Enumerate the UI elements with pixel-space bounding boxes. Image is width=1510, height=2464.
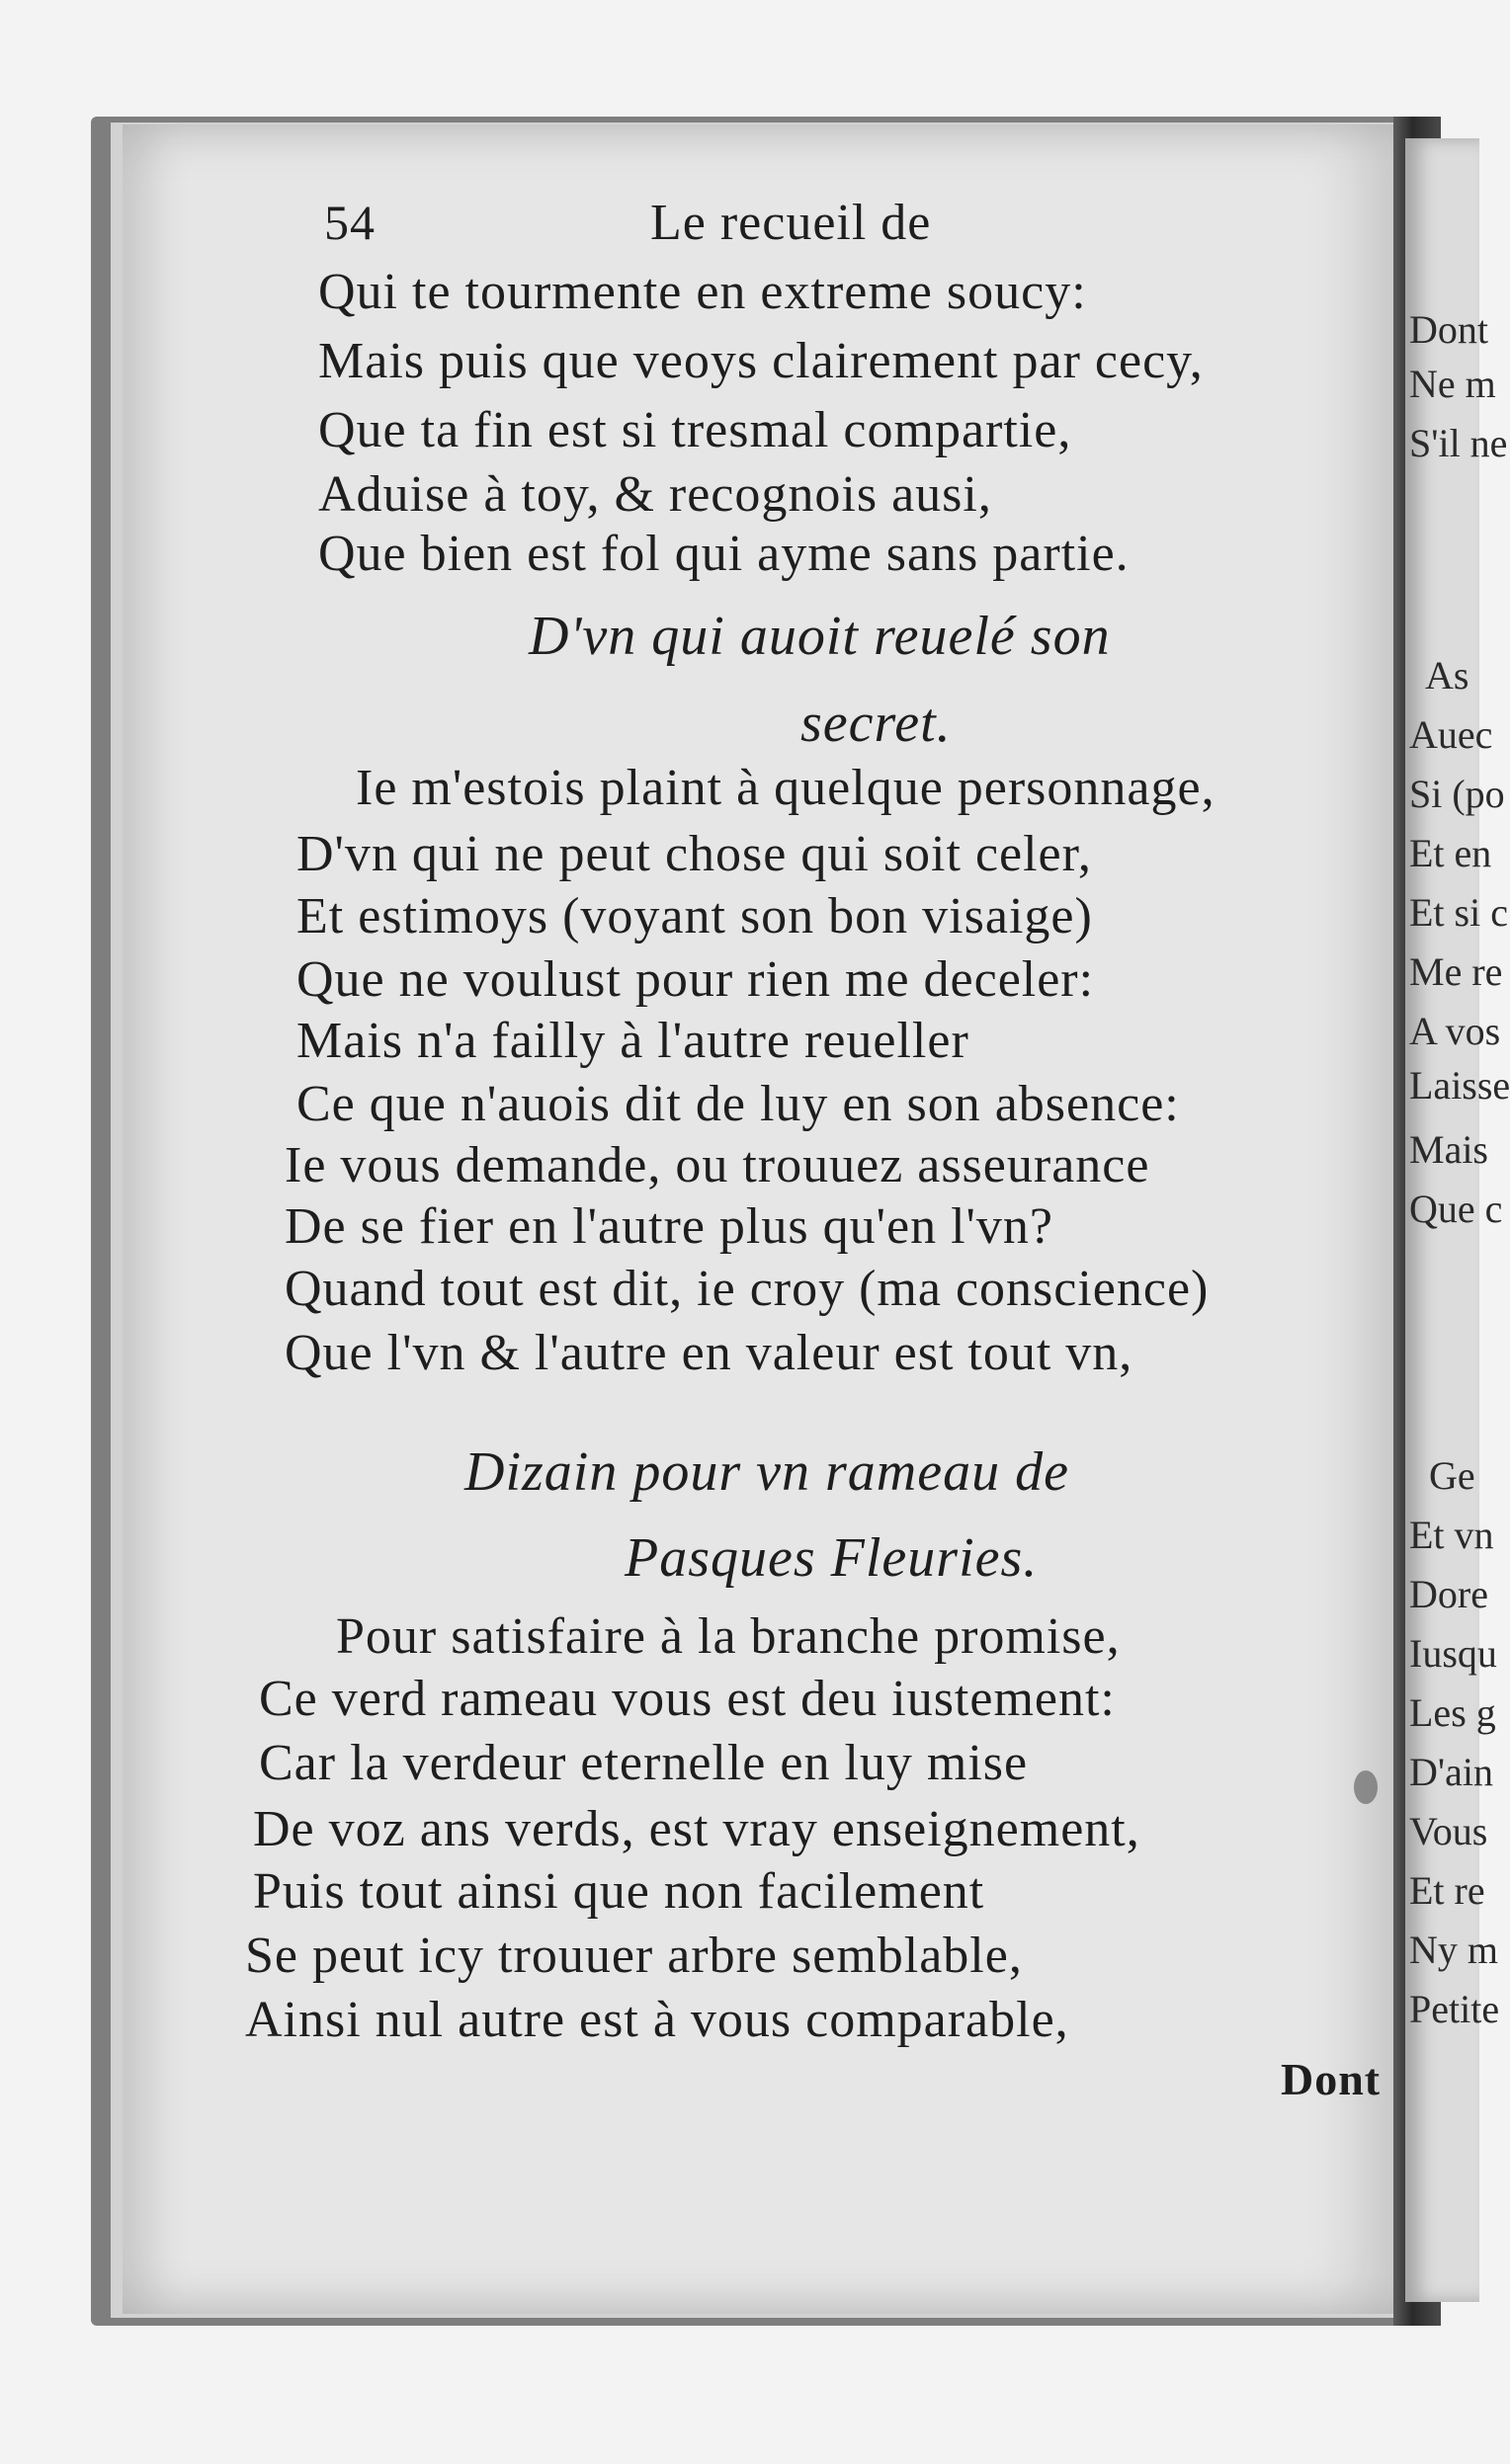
facing-page-fragment: D'ain: [1409, 1750, 1493, 1794]
facing-page-fragment: As: [1425, 653, 1469, 698]
verse-line: Quand tout est dit, ie croy (ma conscience): [285, 1261, 1210, 1317]
verse-line: De se fier en l'autre plus qu'en l'vn?: [285, 1198, 1053, 1255]
facing-page-fragment: Que c: [1409, 1187, 1503, 1231]
verse-line: Que l'vn & l'autre en valeur est tout vn,: [285, 1325, 1133, 1381]
facing-page-fragment: Et si c: [1409, 890, 1508, 935]
verse-line: Qui te tourmente en extreme soucy:: [318, 264, 1087, 320]
poem-title: Pasques Fleuries.: [625, 1527, 1039, 1589]
verse-line: Et estimoys (voyant son bon visaige): [296, 888, 1093, 945]
verse-line: D'vn qui ne peut chose qui soit celer,: [296, 826, 1092, 882]
verse-line: Car la verdeur eternelle en luy mise: [259, 1735, 1029, 1791]
facing-page-fragment: Et vn: [1409, 1513, 1494, 1557]
facing-page-fragment: Laisse: [1409, 1063, 1510, 1108]
page-number: 54: [324, 195, 376, 250]
facing-page-fragment: Me re: [1409, 949, 1503, 994]
facing-page-fragment: Vous: [1409, 1809, 1488, 1853]
verse-line: Que bien est fol qui ayme sans partie.: [318, 526, 1130, 582]
facing-page-fragment: Dont: [1409, 307, 1488, 352]
facing-page-fragment: Petite: [1409, 1987, 1500, 2031]
facing-page-fragment: S'il ne: [1409, 421, 1508, 465]
poem-title: secret.: [800, 693, 952, 754]
catchword: Dont: [1281, 2054, 1382, 2104]
verse-line: Ie m'estois plaint à quelque personnage,: [356, 760, 1216, 816]
verse-line: Aduise à toy, & recognois ausi,: [318, 466, 992, 523]
facing-page-fragment: Iusqu: [1409, 1631, 1497, 1676]
facing-page-fragment: Auec: [1409, 712, 1493, 757]
verse-line: Ainsi nul autre est à vous comparable,: [245, 1992, 1069, 2048]
verse-line: Ie vous demande, ou trouuez asseurance: [285, 1137, 1150, 1193]
facing-page-fragment: Ny m: [1409, 1928, 1498, 1972]
facing-page-fragment: Ge: [1429, 1453, 1475, 1498]
facing-page-fragment: Et re: [1409, 1868, 1485, 1913]
verse-line: Puis tout ainsi que non facilement: [253, 1863, 985, 1920]
facing-page-fragment: Mais: [1409, 1127, 1488, 1172]
verse-line: Se peut icy trouuer arbre semblable,: [245, 1928, 1023, 1984]
verse-line: Que ne voulust pour rien me deceler:: [296, 951, 1095, 1008]
running-title: Le recueil de: [650, 195, 932, 251]
facing-page: [1405, 138, 1510, 2302]
verse-line: Mais puis que veoys clairement par cecy,: [318, 333, 1204, 389]
poem-title: D'vn qui auoit reuelé son: [529, 606, 1111, 667]
verse-line: De voz ans verds, est vray enseignement,: [253, 1801, 1140, 1857]
poem-title: Dizain pour vn rameau de: [464, 1441, 1069, 1503]
facing-page-fragment: A vos: [1409, 1009, 1501, 1053]
facing-page-fragment: Les g: [1409, 1690, 1496, 1735]
facing-page-fragment: Dore: [1409, 1572, 1488, 1616]
facing-page-fragment: Et en: [1409, 831, 1492, 875]
ink-blot: [1354, 1770, 1378, 1804]
facing-page-fragment: Ne m: [1409, 362, 1496, 406]
verse-line: Pour satisfaire à la branche promise,: [336, 1608, 1121, 1665]
verse-line: Ce que n'auois dit de luy en son absence:: [296, 1076, 1180, 1132]
verse-line: Ce verd rameau vous est deu iustement:: [259, 1671, 1116, 1727]
facing-page-fragment: Si (po: [1409, 772, 1505, 816]
verse-line: Mais n'a failly à l'autre reueller: [296, 1013, 969, 1069]
verse-line: Que ta fin est si tresmal compartie,: [318, 402, 1072, 458]
